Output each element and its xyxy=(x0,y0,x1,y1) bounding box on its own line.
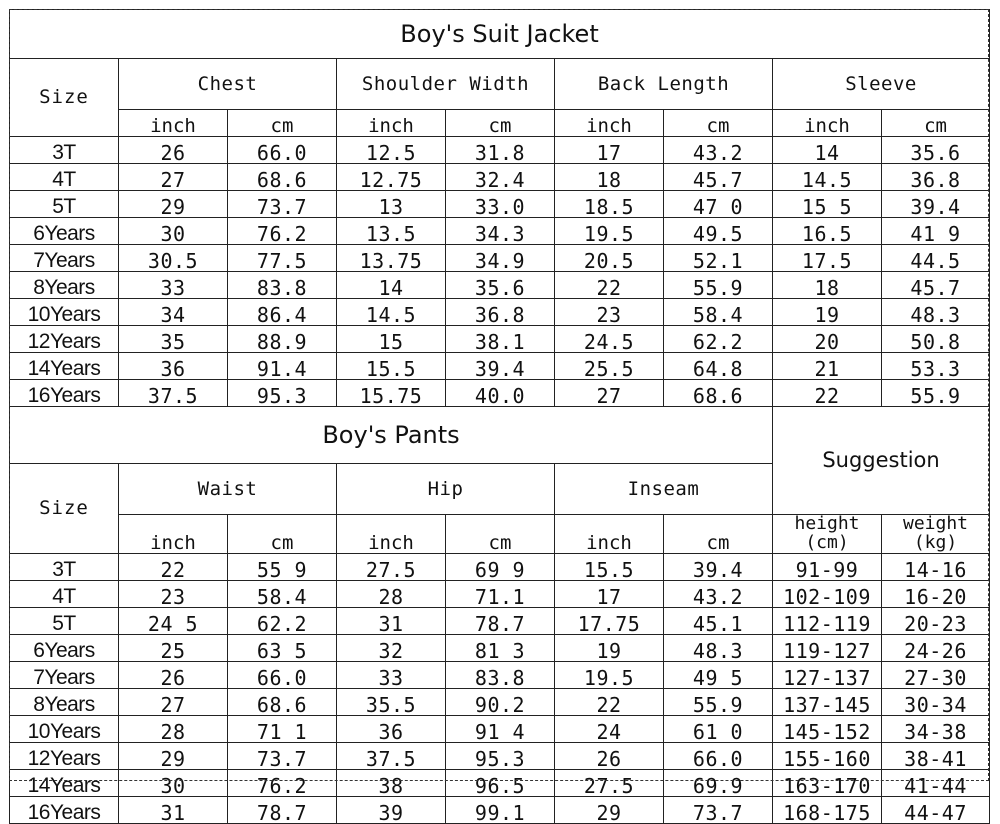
jacket-value-cell: 30.5 xyxy=(119,245,228,272)
jacket-value-cell: 35 xyxy=(119,326,228,353)
jacket-title-row xyxy=(10,10,990,59)
jacket-value-cell: 37.5 xyxy=(119,380,228,407)
jacket-value-cell: 35.6 xyxy=(446,272,555,299)
jacket-group-header: Sleeve xyxy=(773,59,990,110)
jacket-unit-header: inch xyxy=(555,110,664,137)
pants-value-cell: 71 1 xyxy=(228,715,337,742)
jacket-value-cell: 38.1 xyxy=(446,326,555,353)
jacket-value-cell: 24.5 xyxy=(555,326,664,353)
jacket-value-cell: 27 xyxy=(555,380,664,407)
suggestion-value-cell: 112-119 xyxy=(773,607,882,634)
pants-unit-header: cm xyxy=(446,515,555,554)
pants-value-cell: 28 xyxy=(119,715,228,742)
suggestion-value-cell: 155-160 xyxy=(773,742,882,769)
jacket-value-cell: 77.5 xyxy=(228,245,337,272)
jacket-value-cell: 44.5 xyxy=(882,245,990,272)
jacket-size-cell: 12Years xyxy=(10,326,119,353)
jacket-value-cell: 14 xyxy=(337,272,446,299)
jacket-title: Boy's Suit Jacket xyxy=(10,10,990,59)
pants-value-cell: 91 4 xyxy=(446,715,555,742)
pants-size-cell: 5T xyxy=(10,607,119,634)
pants-value-cell: 24 xyxy=(555,715,664,742)
pants-value-cell: 49 5 xyxy=(664,661,773,688)
jacket-value-cell: 17 xyxy=(555,137,664,164)
jacket-unit-header: cm xyxy=(446,110,555,137)
jacket-value-cell: 20.5 xyxy=(555,245,664,272)
pants-value-cell: 19.5 xyxy=(555,661,664,688)
pants-value-cell: 43.2 xyxy=(664,580,773,607)
jacket-value-cell: 15.5 xyxy=(337,353,446,380)
jacket-value-cell: 45.7 xyxy=(882,272,990,299)
jacket-size-cell: 7Years xyxy=(10,245,119,272)
jacket-value-cell: 15 xyxy=(337,326,446,353)
pants-value-cell: 55.9 xyxy=(664,688,773,715)
suggestion-value-cell: 168-175 xyxy=(773,796,882,823)
pants-value-cell: 27 xyxy=(119,688,228,715)
pants-size-cell: 3T xyxy=(10,553,119,580)
pants-data-row xyxy=(10,742,990,769)
pants-value-cell: 32 xyxy=(337,634,446,661)
pants-size-cell: 14Years xyxy=(10,769,119,796)
pants-value-cell: 63 5 xyxy=(228,634,337,661)
pants-value-cell: 29 xyxy=(119,742,228,769)
jacket-value-cell: 22 xyxy=(555,272,664,299)
pants-value-cell: 39.4 xyxy=(664,553,773,580)
jacket-data-row xyxy=(10,164,990,191)
pants-value-cell: 81 3 xyxy=(446,634,555,661)
pants-title-row xyxy=(10,407,990,464)
pants-value-cell: 26 xyxy=(555,742,664,769)
jacket-value-cell: 16.5 xyxy=(773,218,882,245)
jacket-value-cell: 14.5 xyxy=(337,299,446,326)
jacket-data-row xyxy=(10,353,990,380)
jacket-value-cell: 55.9 xyxy=(882,380,990,407)
jacket-value-cell: 13.75 xyxy=(337,245,446,272)
pants-value-cell: 27.5 xyxy=(555,769,664,796)
jacket-data-row xyxy=(10,137,990,164)
suggestion-value-cell: 127-137 xyxy=(773,661,882,688)
pants-unit-header: cm xyxy=(228,515,337,554)
pants-unit-header: inch xyxy=(119,515,228,554)
jacket-value-cell: 13.5 xyxy=(337,218,446,245)
pants-value-cell: 78.7 xyxy=(228,796,337,823)
size-chart-table xyxy=(9,9,990,824)
pants-value-cell: 17.75 xyxy=(555,607,664,634)
jacket-unit-header: cm xyxy=(664,110,773,137)
pants-value-cell: 22 xyxy=(555,688,664,715)
jacket-group-row xyxy=(10,59,990,110)
jacket-value-cell: 58.4 xyxy=(664,299,773,326)
pants-value-cell: 30 xyxy=(119,769,228,796)
jacket-value-cell: 20 xyxy=(773,326,882,353)
suggestion-value-cell: 27-30 xyxy=(882,661,990,688)
pants-value-cell: 73.7 xyxy=(228,742,337,769)
jacket-group-header: Back Length xyxy=(555,59,773,110)
pants-data-row xyxy=(10,769,990,796)
jacket-value-cell: 52.1 xyxy=(664,245,773,272)
suggestion-value-cell: 30-34 xyxy=(882,688,990,715)
jacket-value-cell: 36 xyxy=(119,353,228,380)
jacket-value-cell: 34.9 xyxy=(446,245,555,272)
suggestion-value-cell: 34-38 xyxy=(882,715,990,742)
jacket-unit-header: cm xyxy=(228,110,337,137)
pants-value-cell: 58.4 xyxy=(228,580,337,607)
jacket-value-cell: 14 xyxy=(773,137,882,164)
suggestion-value-cell: 38-41 xyxy=(882,742,990,769)
pants-value-cell: 76.2 xyxy=(228,769,337,796)
pants-size-cell: 4T xyxy=(10,580,119,607)
jacket-value-cell: 30 xyxy=(119,218,228,245)
jacket-value-cell: 14.5 xyxy=(773,164,882,191)
jacket-value-cell: 83.8 xyxy=(228,272,337,299)
jacket-value-cell: 26 xyxy=(119,137,228,164)
jacket-value-cell: 15 5 xyxy=(773,191,882,218)
jacket-value-cell: 45.7 xyxy=(664,164,773,191)
jacket-value-cell: 18.5 xyxy=(555,191,664,218)
pants-data-row xyxy=(10,607,990,634)
pants-value-cell: 48.3 xyxy=(664,634,773,661)
pants-value-cell: 35.5 xyxy=(337,688,446,715)
jacket-value-cell: 19 xyxy=(773,299,882,326)
jacket-data-row xyxy=(10,380,990,407)
pants-value-cell: 62.2 xyxy=(228,607,337,634)
pants-value-cell: 15.5 xyxy=(555,553,664,580)
jacket-size-cell: 16Years xyxy=(10,380,119,407)
pants-size-header: Size xyxy=(10,464,119,554)
pants-size-cell: 6Years xyxy=(10,634,119,661)
jacket-value-cell: 43.2 xyxy=(664,137,773,164)
pants-data-row xyxy=(10,796,990,823)
jacket-value-cell: 31.8 xyxy=(446,137,555,164)
jacket-value-cell: 18 xyxy=(555,164,664,191)
pants-group-header: Waist xyxy=(119,464,337,515)
jacket-value-cell: 64.8 xyxy=(664,353,773,380)
jacket-size-cell: 8Years xyxy=(10,272,119,299)
pants-value-cell: 69 9 xyxy=(446,553,555,580)
pants-value-cell: 25 xyxy=(119,634,228,661)
jacket-value-cell: 13 xyxy=(337,191,446,218)
pants-value-cell: 90.2 xyxy=(446,688,555,715)
jacket-value-cell: 18 xyxy=(773,272,882,299)
pants-value-cell: 96.5 xyxy=(446,769,555,796)
jacket-value-cell: 35.6 xyxy=(882,137,990,164)
jacket-value-cell: 86.4 xyxy=(228,299,337,326)
jacket-value-cell: 25.5 xyxy=(555,353,664,380)
jacket-value-cell: 68.6 xyxy=(228,164,337,191)
jacket-group-header: Chest xyxy=(119,59,337,110)
pants-value-cell: 66.0 xyxy=(228,661,337,688)
pants-size-cell: 12Years xyxy=(10,742,119,769)
suggestion-unit-header: height (cm) xyxy=(773,515,882,554)
suggestion-value-cell: 91-99 xyxy=(773,553,882,580)
suggestion-value-cell: 102-109 xyxy=(773,580,882,607)
suggestion-value-cell: 137-145 xyxy=(773,688,882,715)
pants-size-cell: 10Years xyxy=(10,715,119,742)
pants-title: Boy's Pants xyxy=(10,407,773,464)
jacket-value-cell: 95.3 xyxy=(228,380,337,407)
jacket-value-cell: 39.4 xyxy=(882,191,990,218)
jacket-value-cell: 49.5 xyxy=(664,218,773,245)
jacket-size-cell: 5T xyxy=(10,191,119,218)
jacket-value-cell: 88.9 xyxy=(228,326,337,353)
jacket-value-cell: 41 9 xyxy=(882,218,990,245)
jacket-value-cell: 19.5 xyxy=(555,218,664,245)
suggestion-title: Suggestion xyxy=(773,407,990,515)
pants-data-row xyxy=(10,580,990,607)
suggestion-value-cell: 41-44 xyxy=(882,769,990,796)
jacket-size-cell: 4T xyxy=(10,164,119,191)
pants-unit-row xyxy=(10,515,990,554)
pants-data-row xyxy=(10,634,990,661)
pants-data-row xyxy=(10,715,990,742)
pants-group-header: Hip xyxy=(337,464,555,515)
jacket-value-cell: 47 0 xyxy=(664,191,773,218)
pants-value-cell: 73.7 xyxy=(664,796,773,823)
jacket-value-cell: 27 xyxy=(119,164,228,191)
jacket-data-row xyxy=(10,299,990,326)
pants-size-cell: 7Years xyxy=(10,661,119,688)
pants-value-cell: 55 9 xyxy=(228,553,337,580)
jacket-unit-header: inch xyxy=(773,110,882,137)
jacket-value-cell: 32.4 xyxy=(446,164,555,191)
jacket-size-cell: 6Years xyxy=(10,218,119,245)
pants-value-cell: 78.7 xyxy=(446,607,555,634)
pants-value-cell: 36 xyxy=(337,715,446,742)
jacket-value-cell: 17.5 xyxy=(773,245,882,272)
jacket-unit-header: inch xyxy=(337,110,446,137)
jacket-value-cell: 29 xyxy=(119,191,228,218)
suggestion-value-cell: 16-20 xyxy=(882,580,990,607)
pants-data-row xyxy=(10,688,990,715)
pants-value-cell: 31 xyxy=(119,796,228,823)
pants-data-row xyxy=(10,553,990,580)
pants-value-cell: 23 xyxy=(119,580,228,607)
pants-data-row xyxy=(10,661,990,688)
suggestion-value-cell: 44-47 xyxy=(882,796,990,823)
jacket-data-row xyxy=(10,272,990,299)
pants-value-cell: 29 xyxy=(555,796,664,823)
suggestion-value-cell: 163-170 xyxy=(773,769,882,796)
pants-value-cell: 38 xyxy=(337,769,446,796)
pants-value-cell: 28 xyxy=(337,580,446,607)
pants-unit-header: inch xyxy=(555,515,664,554)
jacket-value-cell: 76.2 xyxy=(228,218,337,245)
jacket-value-cell: 23 xyxy=(555,299,664,326)
jacket-value-cell: 21 xyxy=(773,353,882,380)
jacket-value-cell: 22 xyxy=(773,380,882,407)
pants-value-cell: 33 xyxy=(337,661,446,688)
suggestion-value-cell: 119-127 xyxy=(773,634,882,661)
jacket-value-cell: 50.8 xyxy=(882,326,990,353)
jacket-size-cell: 10Years xyxy=(10,299,119,326)
pants-value-cell: 27.5 xyxy=(337,553,446,580)
jacket-value-cell: 36.8 xyxy=(882,164,990,191)
pants-size-cell: 16Years xyxy=(10,796,119,823)
jacket-value-cell: 68.6 xyxy=(664,380,773,407)
suggestion-value-cell: 145-152 xyxy=(773,715,882,742)
jacket-value-cell: 91.4 xyxy=(228,353,337,380)
pants-value-cell: 39 xyxy=(337,796,446,823)
jacket-data-row xyxy=(10,245,990,272)
jacket-value-cell: 53.3 xyxy=(882,353,990,380)
jacket-value-cell: 40.0 xyxy=(446,380,555,407)
jacket-value-cell: 73.7 xyxy=(228,191,337,218)
jacket-value-cell: 66.0 xyxy=(228,137,337,164)
pants-value-cell: 19 xyxy=(555,634,664,661)
jacket-value-cell: 62.2 xyxy=(664,326,773,353)
jacket-value-cell: 15.75 xyxy=(337,380,446,407)
pants-value-cell: 17 xyxy=(555,580,664,607)
pants-unit-header: cm xyxy=(664,515,773,554)
pants-value-cell: 71.1 xyxy=(446,580,555,607)
jacket-group-header: Shoulder Width xyxy=(337,59,555,110)
jacket-size-cell: 3T xyxy=(10,137,119,164)
jacket-size-cell: 14Years xyxy=(10,353,119,380)
jacket-unit-row xyxy=(10,110,990,137)
suggestion-unit-header: weight (kg) xyxy=(882,515,990,554)
jacket-value-cell: 39.4 xyxy=(446,353,555,380)
suggestion-value-cell: 24-26 xyxy=(882,634,990,661)
pants-value-cell: 45.1 xyxy=(664,607,773,634)
pants-value-cell: 31 xyxy=(337,607,446,634)
pants-value-cell: 99.1 xyxy=(446,796,555,823)
jacket-value-cell: 48.3 xyxy=(882,299,990,326)
pants-value-cell: 22 xyxy=(119,553,228,580)
pants-group-header: Inseam xyxy=(555,464,773,515)
jacket-data-row xyxy=(10,326,990,353)
jacket-value-cell: 55.9 xyxy=(664,272,773,299)
jacket-unit-header: inch xyxy=(119,110,228,137)
jacket-value-cell: 12.5 xyxy=(337,137,446,164)
jacket-data-row xyxy=(10,191,990,218)
pants-value-cell: 24 5 xyxy=(119,607,228,634)
suggestion-value-cell: 20-23 xyxy=(882,607,990,634)
suggestion-value-cell: 14-16 xyxy=(882,553,990,580)
pants-value-cell: 66.0 xyxy=(664,742,773,769)
jacket-size-header: Size xyxy=(10,59,119,137)
jacket-value-cell: 33 xyxy=(119,272,228,299)
pants-size-cell: 8Years xyxy=(10,688,119,715)
jacket-value-cell: 36.8 xyxy=(446,299,555,326)
jacket-value-cell: 33.0 xyxy=(446,191,555,218)
pants-unit-header: inch xyxy=(337,515,446,554)
pants-value-cell: 61 0 xyxy=(664,715,773,742)
pants-value-cell: 37.5 xyxy=(337,742,446,769)
jacket-data-row xyxy=(10,218,990,245)
pants-value-cell: 26 xyxy=(119,661,228,688)
jacket-value-cell: 12.75 xyxy=(337,164,446,191)
jacket-value-cell: 34.3 xyxy=(446,218,555,245)
jacket-unit-header: cm xyxy=(882,110,990,137)
pants-value-cell: 68.6 xyxy=(228,688,337,715)
pants-value-cell: 83.8 xyxy=(446,661,555,688)
pants-value-cell: 69.9 xyxy=(664,769,773,796)
pants-value-cell: 95.3 xyxy=(446,742,555,769)
jacket-value-cell: 34 xyxy=(119,299,228,326)
